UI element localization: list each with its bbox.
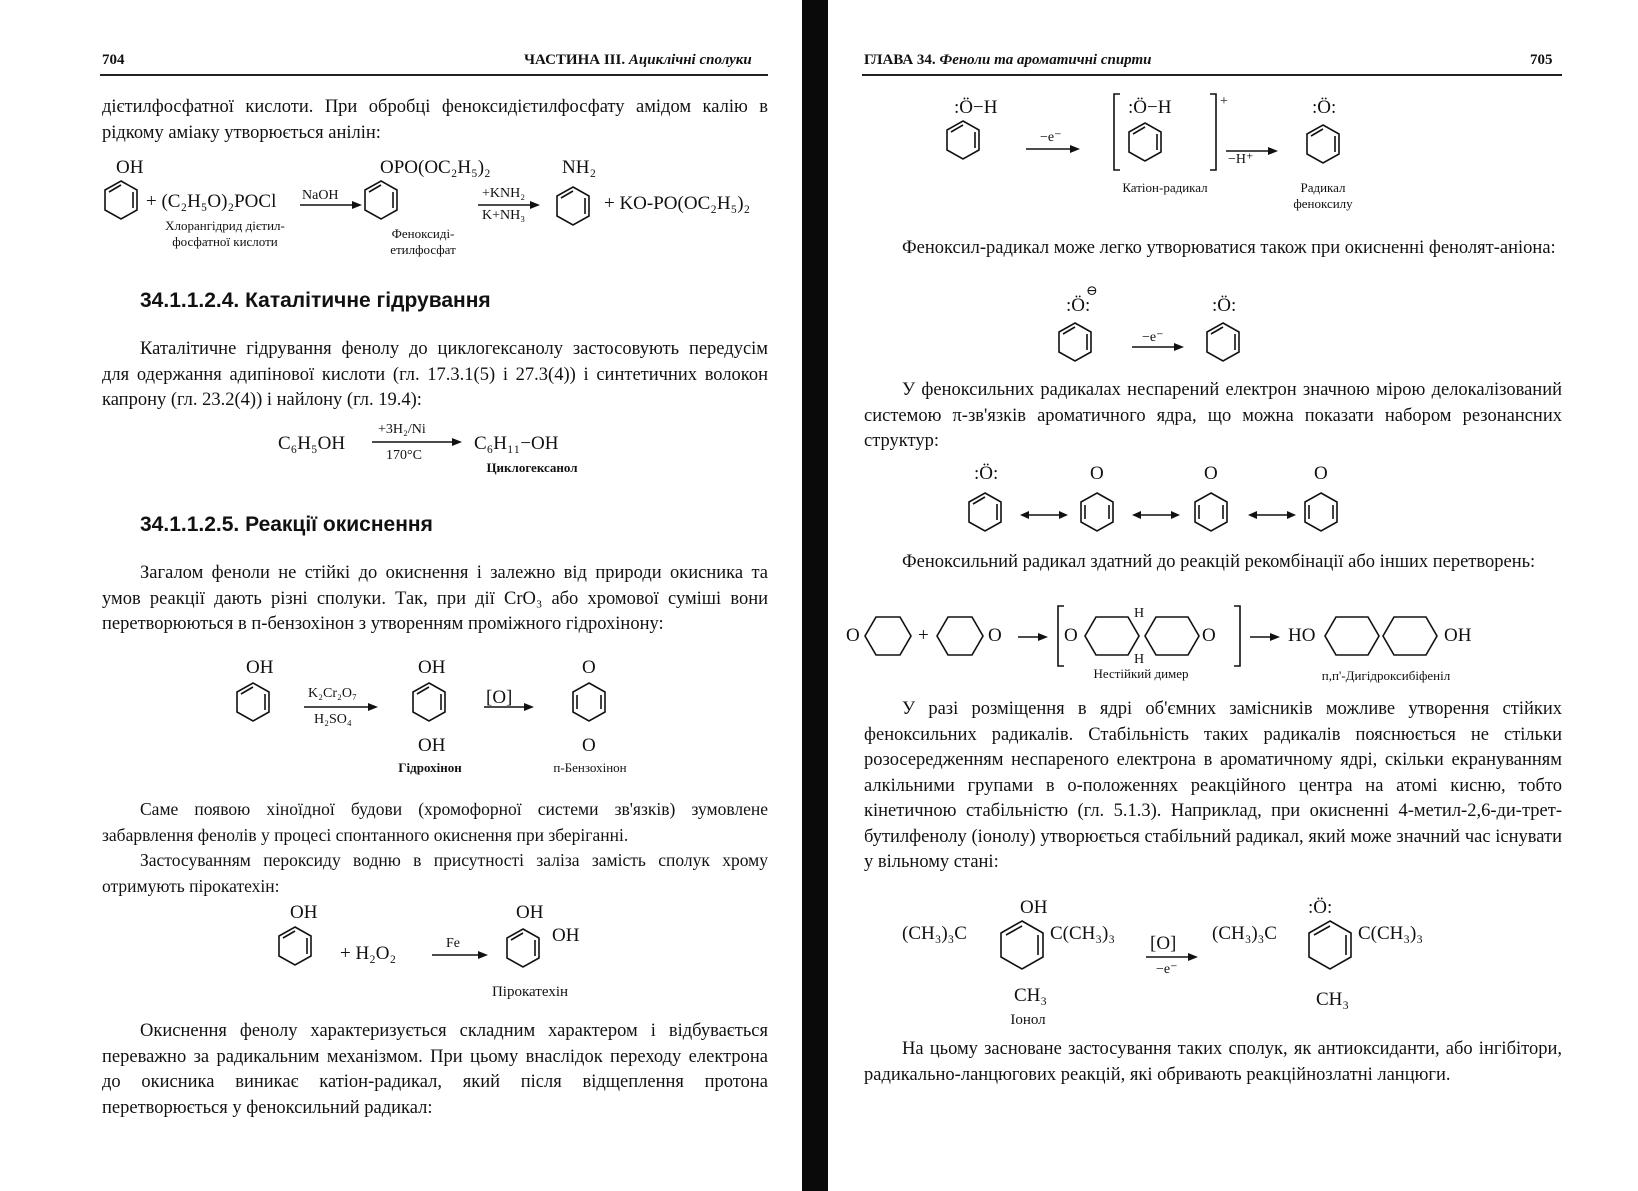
benzene-ring-icon: [1000, 920, 1044, 970]
arrow-icon: [300, 200, 362, 210]
header-chapter: ГЛАВА 34.: [864, 52, 936, 68]
chem-label: C₆H₁₁−OH: [474, 433, 559, 454]
paragraph: Феноксил-радикал може легко утворюватися також при окисненні фенолят-аніона:: [902, 238, 1556, 258]
header-part: ЧАСТИНА III.: [524, 52, 626, 68]
benzene-ring-icon: [104, 180, 138, 220]
caption: Пірокатехін: [491, 984, 569, 1000]
arrow-icon: [1250, 632, 1280, 642]
chem-label: :Ö:: [1066, 295, 1091, 316]
resonance-arrow-icon: [1020, 510, 1068, 520]
caption: Катіон-радикал: [1122, 180, 1208, 195]
chem-label: −H⁺: [1228, 152, 1254, 167]
radical-ring-icon: [864, 616, 912, 656]
chem-label: O: [1204, 463, 1218, 484]
caption: Радикал феноксилу: [1293, 180, 1353, 211]
benzene-ring-icon: [1058, 322, 1092, 362]
chem-label: +3H₂/Ni: [378, 422, 426, 437]
paragraph: Окиснення фенолу характеризується складним характером і відбувається переважно за радикальним механізмом. При цьому внаслідок переходу електрона до окисника виникає катіон-радикал, який після відщеплення протона перетворюється у феноксильний радикал:: [102, 1021, 768, 1118]
chem-label: O: [1090, 463, 1104, 484]
chem-label: [O]: [1150, 933, 1177, 954]
intro-text: дієтилфосфатної кислоти. При обробці феноксидієтилфосфату амідом калію в рідкому аміаку утворюється анілін:: [102, 97, 768, 143]
chem-label: (CH₃)₃C: [902, 923, 967, 944]
chem-label: O: [582, 735, 596, 756]
benzene-ring-icon: [1128, 122, 1162, 162]
chem-label: C(CH₃)₃: [1358, 923, 1423, 944]
caption: Циклогексанол: [486, 460, 578, 475]
benzene-ring-icon: [506, 928, 540, 968]
chem-label: O: [1202, 625, 1216, 646]
paragraph: У феноксильних радикалах неспарений електрон значною мірою делокалізований системою π-зв'язків ароматичного ядра, що можна показати набором резонансних структур:: [864, 380, 1562, 451]
paragraph: Загалом феноли не стійкі до окиснення і залежно від природи окисника та умов реакції дають різні сполуки. Так, при дії CrO₃ або хромової суміші вони перетворюються в п-бензохінон з утворенням проміжного гідрохінону:: [102, 563, 768, 634]
chem-label: HO: [1288, 625, 1316, 646]
chem-label: OH: [290, 902, 318, 923]
arrow-icon: [1226, 146, 1278, 156]
chem-label: O: [988, 625, 1002, 646]
book-spine: [802, 0, 828, 1191]
chem-label: C(CH₃)₃: [1050, 923, 1115, 944]
chem-label: +: [918, 625, 929, 646]
chem-label: :Ö−H: [1128, 97, 1172, 118]
benzene-ring-icon: [278, 926, 312, 966]
paragraph: Саме появою хіноїдної будови (хромофорної системи зв'язків) зумовлене забарвлення фенолів у процесі спонтанного окиснення при зберіганні.: [102, 799, 768, 845]
chem-label: OH: [552, 925, 580, 946]
arrow-icon: [1026, 144, 1080, 154]
caption: п,п'-Дигідроксибіфеніл: [1321, 668, 1451, 683]
benzene-ring-icon: [1308, 920, 1352, 970]
benzene-ring-icon: [946, 120, 980, 160]
chem-label: [O]: [486, 687, 513, 708]
chem-label: −e⁻: [1142, 330, 1164, 345]
chem-label: OH: [418, 657, 446, 678]
benzene-ring-icon: [1382, 616, 1438, 656]
arrow-icon: [1018, 632, 1048, 642]
chem-label: O: [846, 625, 860, 646]
chem-label: :Ö:: [1312, 97, 1337, 118]
paragraph: Феноксильний радикал здатний до реакцій рекомбінації або інших перетворень:: [902, 552, 1536, 572]
chem-label: C₆H₅OH: [278, 433, 346, 454]
arrow-icon: [484, 702, 534, 712]
benzene-ring-icon: [1206, 322, 1240, 362]
quinone-ring-icon: [572, 682, 606, 722]
benzene-ring-icon: [968, 492, 1002, 532]
chem-label: OH: [418, 735, 446, 756]
chem-label: (CH₃)₃C: [1212, 923, 1277, 944]
benzene-ring-icon: [236, 682, 270, 722]
quinoid-ring-icon: [1144, 616, 1200, 656]
page-number-right: 705: [1530, 52, 1553, 68]
right-page: [830, 0, 1638, 1191]
quinoid-ring-icon: [1304, 492, 1338, 532]
running-header-left: [524, 52, 752, 69]
chem-label: OH: [516, 902, 544, 923]
chem-label: O: [1064, 625, 1078, 646]
caption: Хлорангідрид дієтил-фосфатної кислоти: [165, 218, 285, 249]
arrow-icon: [1132, 342, 1184, 352]
chem-label: H: [1134, 606, 1145, 621]
quinoid-ring-icon: [1080, 492, 1114, 532]
chem-label: CH₃: [1014, 985, 1048, 1006]
chem-label: OH: [246, 657, 274, 678]
benzene-ring-icon: [364, 180, 398, 220]
section-heading: 34.1.1.2.5. Реакції окиснення: [140, 513, 433, 536]
caption: Іонол: [1010, 1012, 1046, 1028]
chem-label: CH₃: [1316, 989, 1350, 1010]
chem-label: Fe: [446, 936, 460, 951]
chem-label: K+NH₃: [482, 208, 526, 223]
quinoid-ring-icon: [1194, 492, 1228, 532]
page-number-left: 704: [102, 52, 125, 68]
chem-label: + (C₂H₅O)₂POCl: [146, 191, 277, 212]
chem-label: NH₂: [562, 157, 597, 178]
chem-label: OH: [1020, 897, 1048, 918]
running-header-right: [864, 52, 1152, 69]
chem-label: H₂SO₄: [314, 712, 352, 727]
chem-label: :Ö:: [974, 463, 999, 484]
header-rule-left: [100, 74, 768, 76]
chem-label: NaOH: [302, 188, 339, 203]
caption: Феноксиді-етилфосфат: [390, 226, 456, 257]
benzene-ring-icon: [556, 186, 590, 226]
chem-label: OPO(OC₂H₅)₂: [380, 157, 491, 178]
section-heading: 34.1.1.2.4. Каталітичне гідрування: [140, 289, 491, 312]
chem-label: :Ö:: [1212, 295, 1237, 316]
quinoid-ring-icon: [1084, 616, 1140, 656]
chem-label: 170°C: [386, 448, 422, 463]
left-page: [0, 0, 800, 1191]
caption: Нестійкий димер: [1093, 666, 1189, 681]
benzene-ring-icon: [1324, 616, 1380, 656]
header-rule-right: [862, 74, 1562, 76]
chem-label: :Ö:: [1308, 897, 1333, 918]
chem-label: :Ö−H: [954, 97, 998, 118]
paragraph: Застосуванням пероксиду водню в присутності заліза замість сполук хрому отримують пірокатехін:: [102, 850, 768, 896]
chem-label: −e⁻: [1040, 130, 1062, 145]
chem-label: OH: [1444, 625, 1472, 646]
benzene-ring-icon: [412, 682, 446, 722]
header-title-right: Феноли та ароматичні спирти: [939, 52, 1152, 68]
chem-label: O: [1314, 463, 1328, 484]
arrow-icon: [432, 950, 488, 960]
chem-label: ⊖: [1086, 284, 1098, 299]
chem-label: OH: [116, 157, 144, 178]
resonance-arrow-icon: [1248, 510, 1296, 520]
header-title-left: Ациклічні сполуки: [628, 52, 752, 68]
chem-label: + H₂O₂: [340, 943, 397, 964]
chem-label: + KO-PO(OC₂H₅)₂: [604, 193, 751, 214]
chem-label: O: [582, 657, 596, 678]
resonance-arrow-icon: [1132, 510, 1180, 520]
paragraph: У разі розміщення в ядрі об'ємних замісників можливе утворення стійких феноксильних радикалів. Стабільність таких радикалів пояснюється не стільки розосередженням неспареного електрона в ароматичному ядрі, скільки екрануванням алкільними групами в о-положеннях реакційного центра на атомі кисню, тобто кінетичною стабільністю (гл. 5.1.3). Наприклад, при окисненні 4-метил-2,6-ди-трет-бутилфенолу (іонолу) утворюється стабільний радикал, який може значний час існувати у вільному стані:: [864, 699, 1562, 872]
caption: п-Бензохінон: [553, 760, 627, 775]
paragraph: На цьому засноване застосування таких сполук, як антиоксиданти, або інгібітори, радикально-ланцюгових реакцій, які обривають реакційнозлатні ланцюги.: [864, 1039, 1562, 1085]
chem-label: H: [1134, 652, 1145, 667]
radical-ring-icon: [936, 616, 984, 656]
chem-label: +KNH₂: [482, 186, 526, 201]
chem-label: K₂Cr₂O₇: [308, 686, 357, 701]
paragraph: Каталітичне гідрування фенолу до циклогексанолу застосовують передусім для одержання адипінової кислоти (гл. 17.3.1(5) і 27.3(4)) і синтетичних волокон капрону (гл. 23.2(4)) і найлону (гл. 19.4):: [102, 339, 768, 410]
chem-label: −e⁻: [1156, 962, 1178, 977]
benzene-ring-icon: [1306, 124, 1340, 164]
chem-label: +: [1220, 94, 1228, 109]
caption: Гідрохінон: [398, 760, 462, 775]
